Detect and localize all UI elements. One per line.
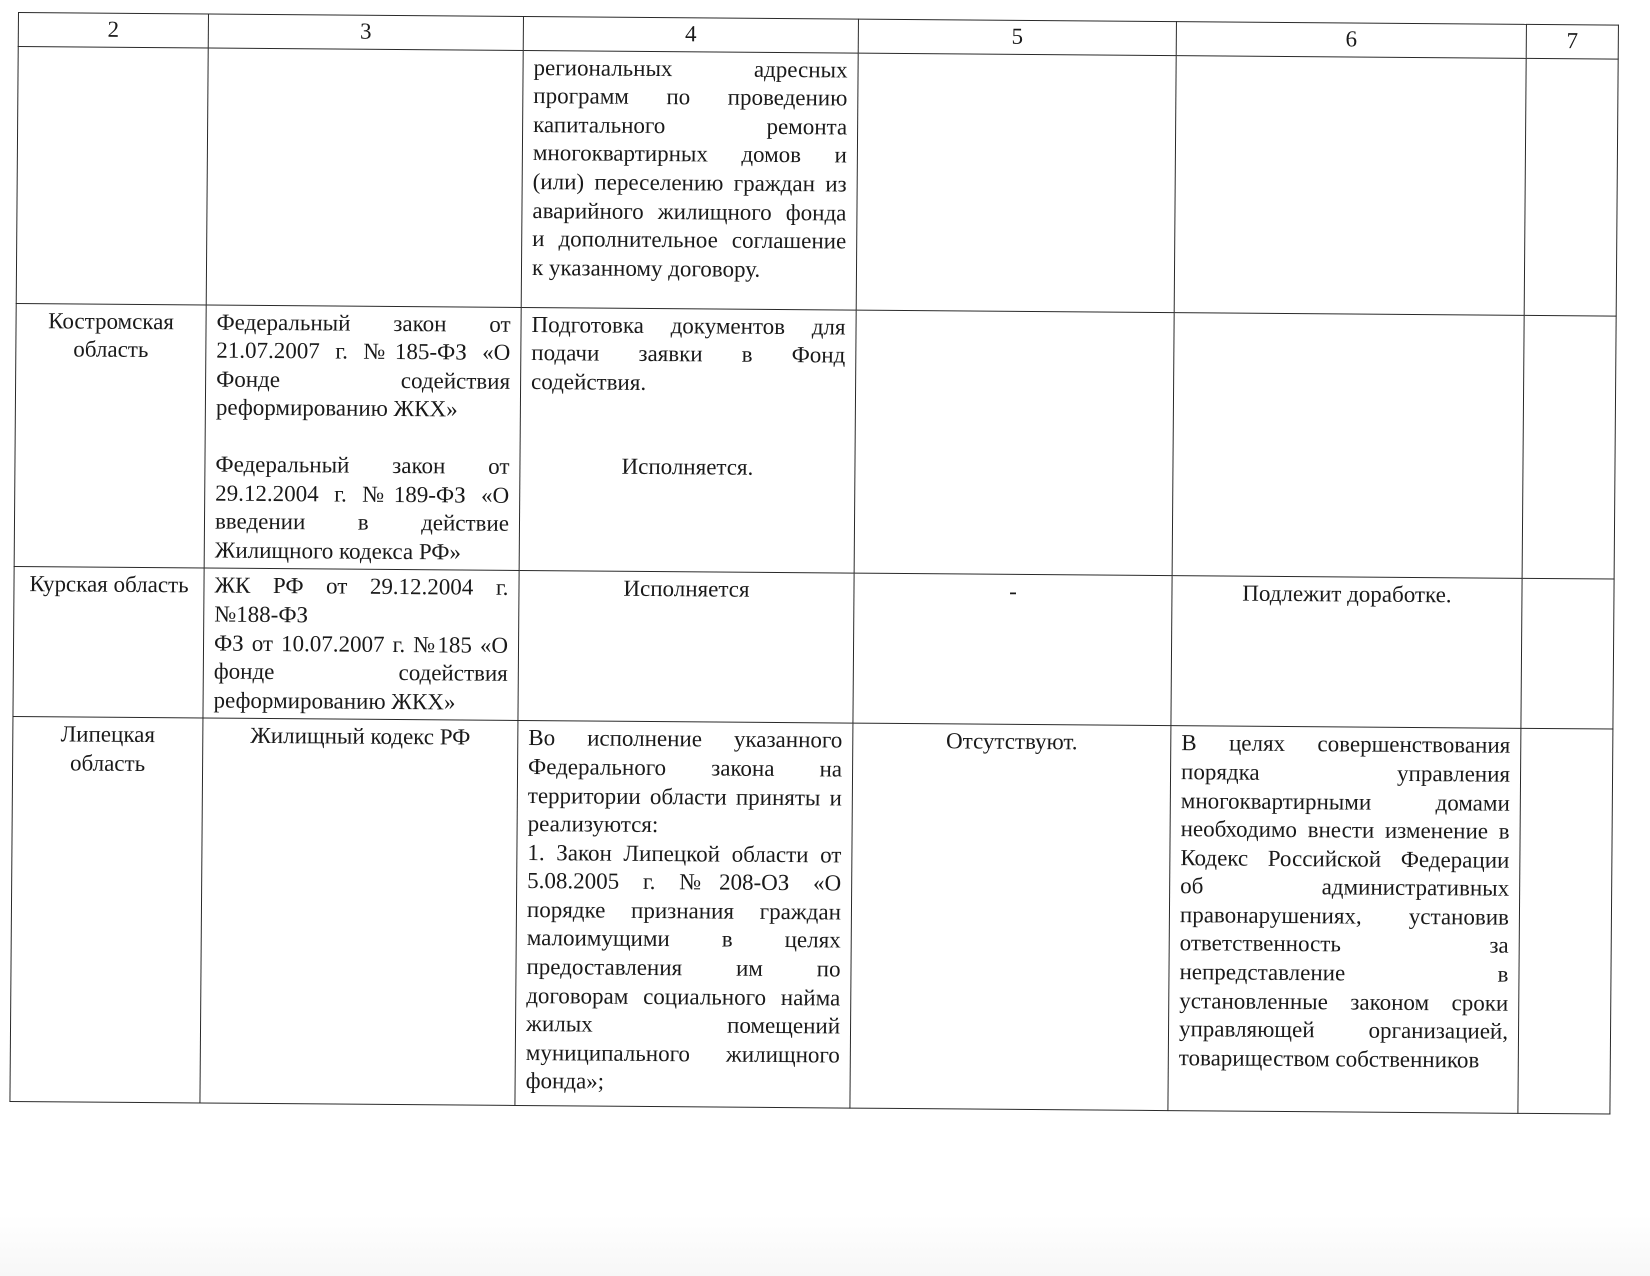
proposals-cell — [1172, 312, 1524, 578]
column-header-4: 4 — [523, 16, 858, 52]
note-cell — [1518, 729, 1613, 1115]
execution-status: Исполняется — [623, 576, 750, 603]
note-cell — [1522, 315, 1616, 579]
table-row-kursk — [13, 567, 1614, 730]
page-bottom-margin — [0, 1215, 1650, 1276]
execution-cell — [518, 571, 854, 724]
regional-law-table — [9, 12, 1619, 1115]
law-cell — [206, 48, 523, 307]
column-header-3: 3 — [208, 14, 523, 50]
note-cell — [1521, 579, 1614, 730]
proposals-cell — [1168, 726, 1521, 1114]
execution-text: Подготовка документов для подачи заявки в Фонд содействия. — [531, 311, 846, 395]
execution-cell — [521, 50, 858, 310]
problems-cell — [856, 53, 1176, 312]
table-row-continuation — [16, 46, 1618, 316]
law-cell — [200, 718, 518, 1105]
execution-text: 1. Закон Липецкой области от 5.08.2005 г. №208-ОЗ «О порядке признания граждан малоимущими в целях предоставления им по договорам социального найма жилых помещений муниципального жилищного фонда»; — [525, 839, 842, 1095]
region-cell — [16, 46, 208, 304]
note-cell — [1524, 58, 1618, 316]
law-text: Жилищный кодекс РФ — [250, 723, 471, 750]
law-text: ФЗ от 10.07.2007 г. №185 «О фонде содействия реформированию ЖКХ» — [213, 630, 509, 715]
problems-cell — [854, 310, 1174, 576]
execution-text: региональных адресных программ по проведению капитального ремонта многоквартирных домов и (или) переселению граждан из аварийного жилищного фонда и дополнительное соглашение к указанному договору. — [531, 54, 848, 282]
law-cell — [203, 568, 519, 720]
problems-cell: Отсутствуют. — [850, 723, 1171, 1110]
table-row-kostroma — [14, 303, 1616, 579]
execution-cell — [519, 307, 856, 573]
proposals-text: В целях совершенствования порядка управления многоквартирными домами необходимо внести изменение в Кодекс Российской Федерации об административных правонарушениях, установив ответственность за непредставление в установленные законом сроки управляющей организацией, товариществом собственников — [1178, 730, 1511, 1073]
column-header-2: 2 — [18, 13, 208, 48]
law-text: Федеральный закон от 29.12.2004 г. №189-ФЗ «О введении в действие Жилищного кодекса РФ» — [214, 451, 510, 565]
region-cell: Липецкая область — [10, 717, 203, 1103]
execution-text: Во исполнение указанного Федерального закона на территории области приняты и реализуются: — [527, 725, 843, 838]
execution-cell — [515, 721, 853, 1109]
execution-status: Исполняется. — [621, 454, 754, 481]
column-header-6: 6 — [1176, 22, 1526, 58]
table-row-lipetsk — [10, 717, 1613, 1115]
law-text: ЖК РФ от 29.12.2004 г. №188-ФЗ — [214, 572, 509, 628]
region-cell: Курская область — [13, 567, 204, 718]
proposals-cell — [1174, 55, 1526, 315]
law-cell — [204, 305, 521, 571]
region-cell: Костромская область — [14, 303, 206, 568]
problems-cell: - — [853, 573, 1172, 725]
proposals-cell: Подлежит доработке. — [1171, 576, 1522, 729]
column-header-7: 7 — [1526, 24, 1618, 58]
column-header-5: 5 — [858, 19, 1176, 55]
law-text: Федеральный закон от 21.07.2007 г. №185-ФЗ «О Фонде содействия реформированию ЖКХ» — [215, 309, 511, 422]
